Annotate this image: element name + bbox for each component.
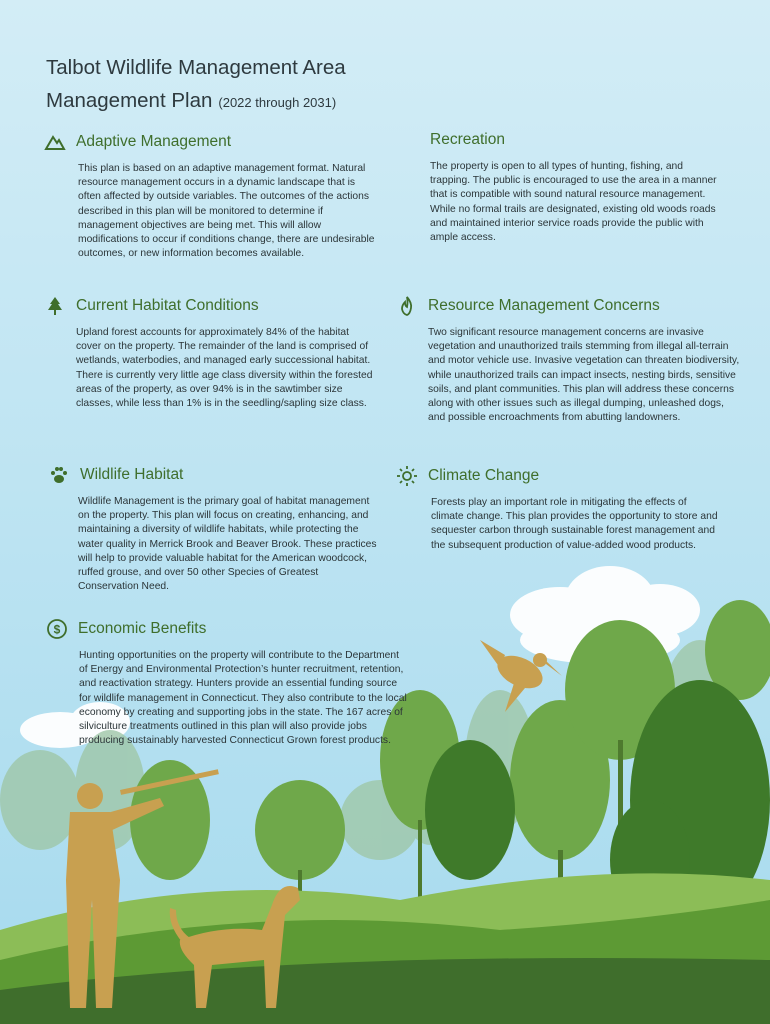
page-title-line2: [46, 89, 336, 113]
paw-icon: [48, 464, 70, 486]
mountain-icon: [44, 131, 66, 153]
section-header: [396, 464, 726, 488]
section-wildlife-habitat: [48, 463, 378, 594]
section-resource-management-concerns: [396, 294, 746, 425]
section-climate-change: [396, 464, 726, 553]
section-header: [396, 294, 746, 318]
section-heading: Wildlife Habitat: [80, 466, 184, 483]
section-heading: Economic Benefits: [78, 620, 207, 637]
section-body: Forests play an important role in mitigating the effects of climate change. This plan provides the opportunity to store and sequester carbon through sustainable forest management and the subsequent production of value-added wood products.: [431, 497, 718, 551]
section-body: This plan is based on an adaptive management format. Natural resource management occurs in a dynamic landscape that is often affected by outside variables. The outcomes of the actions described in this plan will be monitored to determine if management objectives are being met. This will allow modifications to occur if conditions change, there are undesirable outcomes, or new information becomes available.: [78, 163, 375, 260]
section-heading: Climate Change: [428, 467, 540, 484]
section-body: Wildlife Management is the primary goal of habitat management on the property. This plan will focus on creating, enhancing, and maintaining a diversity of wildlife habitats, while protecting the water quality in Merrick Brook and Beaver Brook. These practices will help to provide valuable habitat for the American woodcock, ruffed grouse, and over 50 other Species of Greatest Conservation Need.: [78, 496, 377, 593]
sun-icon: [396, 465, 418, 487]
page-title-line1: Talbot Wildlife Management Area: [46, 56, 346, 79]
section-current-habitat-conditions: [44, 294, 374, 411]
page-title-main: Management Plan: [46, 89, 213, 112]
tree-icon: [44, 295, 66, 317]
dollar-icon: [46, 618, 68, 640]
section-header: [44, 130, 374, 154]
section-heading: Recreation: [430, 131, 505, 148]
section-heading: Adaptive Management: [76, 133, 232, 150]
section-body: Two significant resource management concerns are invasive vegetation and unauthorized trails stemming from illegal all-terrain and motor vehicle use. Invasive vegetation can threaten biodiversity, while unauthorized trails can impact insects, nesting birds, sensitive soils, and plant communities. This plan will address these concerns along with other issues such as illegal dumping, unleashed dogs, and possible encroachments from abutting landowners.: [428, 327, 740, 424]
section-recreation: [430, 128, 760, 245]
section-adaptive-management: [44, 130, 374, 261]
svg-text:$: $: [53, 622, 61, 637]
page-title-years: (2022 through 2031): [218, 95, 337, 110]
section-header: [430, 128, 760, 152]
flame-icon: [396, 295, 418, 317]
section-header: [44, 294, 374, 318]
section-heading: Resource Management Concerns: [428, 297, 660, 314]
section-body: Hunting opportunities on the property will contribute to the Department of Energy and Environmental Protection’s hunter recruitment, retention, and reactivation strategy. Hunters provide an essential funding source for wildlife management in Connecticut. They also contribute to the local economy by creating and supporting jobs in the state. The 167 acres of silviculture treatments outlined in this plan will also provide jobs producing sustainably harvested Connecticut Grown forest products.: [79, 650, 407, 747]
section-heading: Current Habitat Conditions: [76, 297, 259, 314]
section-body: Upland forest accounts for approximately 84% of the habitat cover on the property. The remainder of the land is comprised of wetlands, waterbodies, and managed early successional habitat. There is currently very little age class diversity within the forested areas of the property, as over 94% is in the sawtimber size classes, while less than 1% is in the seedling/sapling size class.: [76, 327, 373, 410]
section-economic-benefits: [46, 617, 416, 748]
section-header: [48, 463, 378, 487]
section-header: [46, 617, 416, 641]
section-body: The property is open to all types of hunting, fishing, and trapping. The public is encouraged to use the area in a manner that is compatible with sound natural resource management. While no formal trails are designated, existing old woods roads and maintained interior service roads provide the public with ample access.: [430, 161, 717, 244]
